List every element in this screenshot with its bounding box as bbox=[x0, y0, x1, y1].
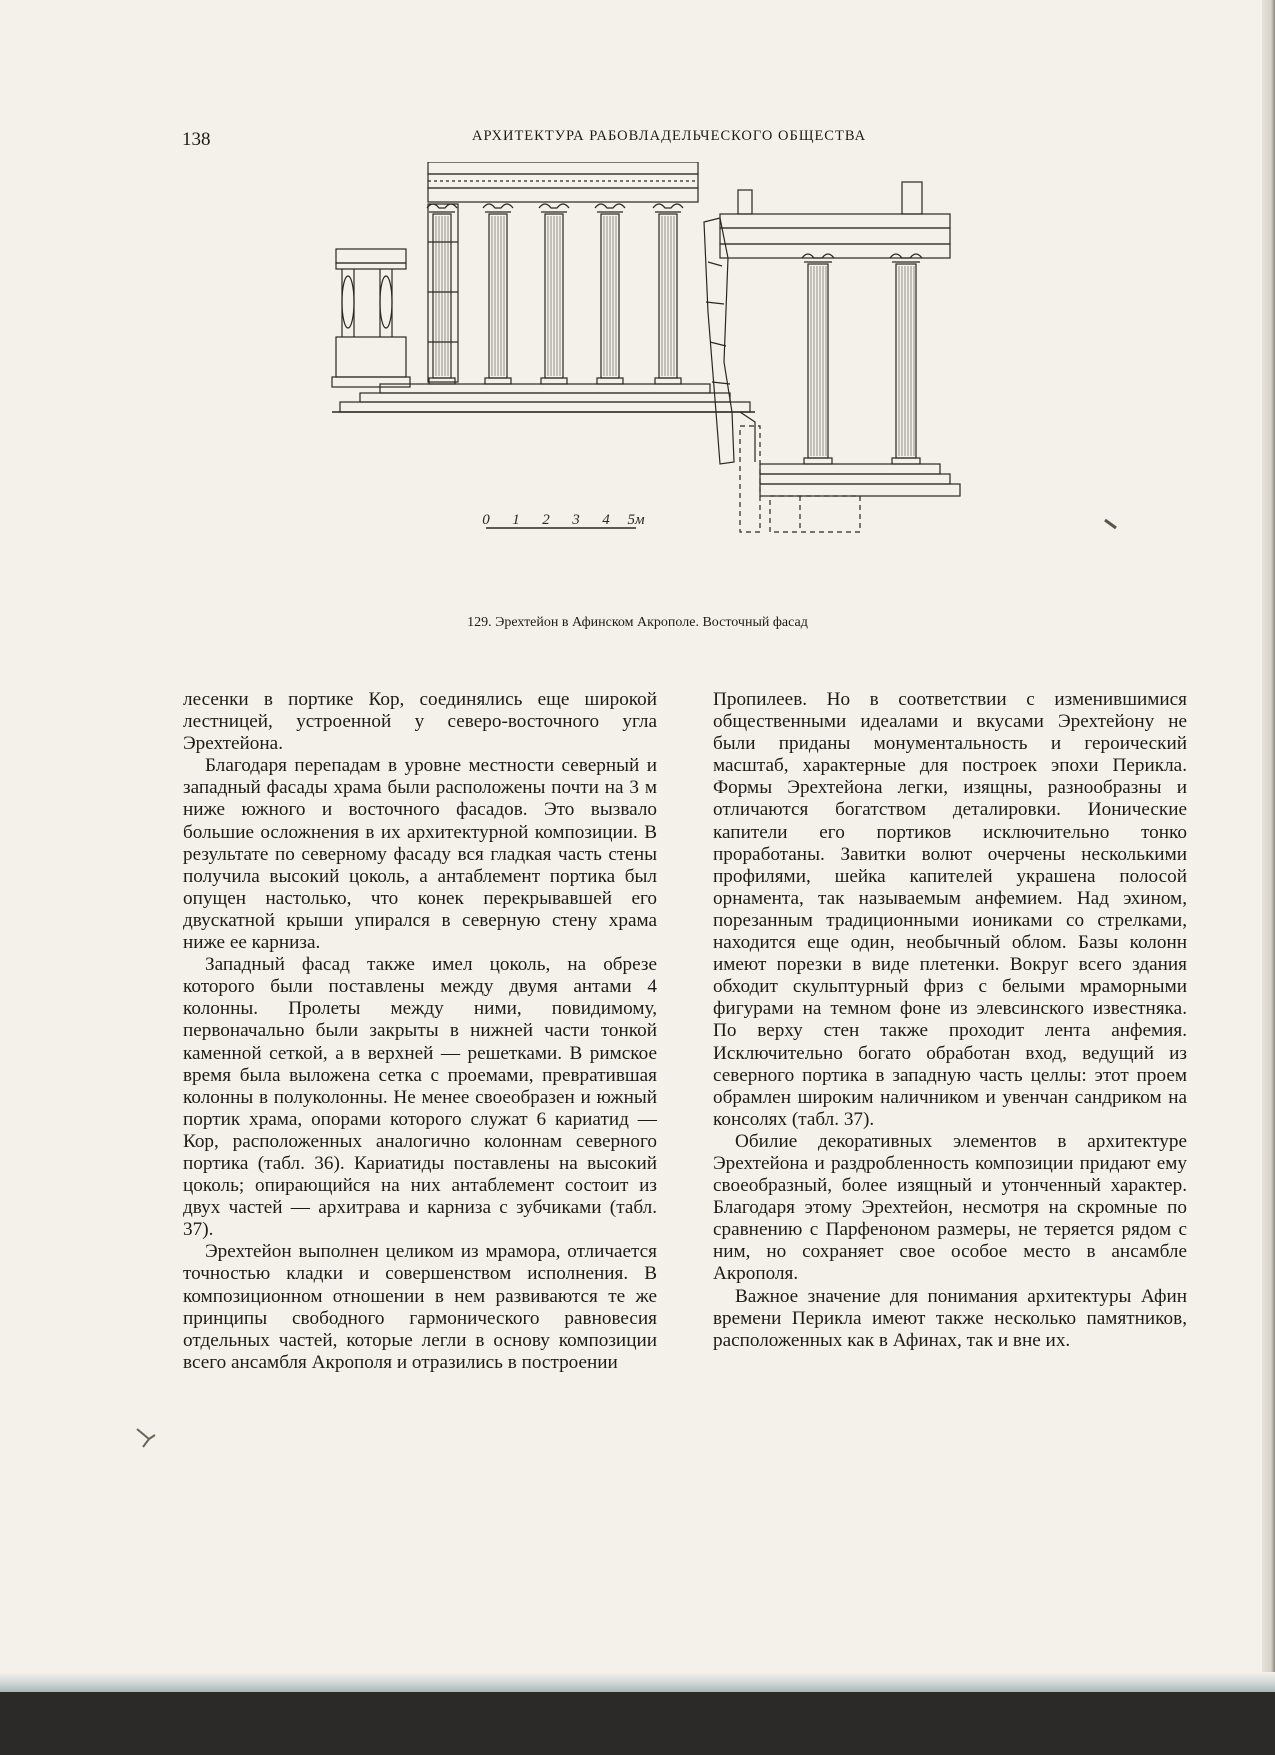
column-base bbox=[804, 458, 832, 464]
paragraph: Важное значение для понимания архитектуры Афин времени Перикла имеют также несколько памятников, расположенных как в Афинах, так и вне их. bbox=[713, 1285, 1187, 1351]
scale-label: 3 bbox=[572, 512, 580, 528]
ionic-capital bbox=[483, 204, 513, 212]
scale-label: 2 bbox=[542, 512, 550, 528]
scale-label: 0 bbox=[482, 512, 490, 528]
erechtheion-east-facade-drawing bbox=[320, 162, 1080, 602]
column-base bbox=[597, 378, 623, 384]
stray-mark bbox=[135, 1425, 157, 1451]
scale-label: 1 bbox=[512, 512, 520, 528]
caryatid-porch bbox=[332, 249, 410, 387]
stray-mark bbox=[1104, 518, 1118, 530]
column-base bbox=[485, 378, 511, 384]
paragraph: лесенки в портике Кор, соединялись еще широкой лестницей, устроенной у северо-восточного угла Эрехтейона. bbox=[183, 689, 657, 755]
column-base bbox=[429, 378, 455, 384]
page-edge bbox=[1262, 0, 1275, 1690]
column-base bbox=[655, 378, 681, 384]
scale-bar bbox=[482, 512, 645, 528]
page-number: 138 bbox=[182, 129, 211, 150]
scale-label: 4 bbox=[602, 512, 610, 528]
paragraph: Пропилеев. Но в соответствии с изменившимися общественными идеалами и вкусами Эрехтейону не были приданы монументальность и героический масштаб, характерные для построек эпохи Перикла. Формы Эрехтейона легки, изящны, разнообразны и отличаются богатством деталировки. Ионические капители его портиков исключительно тонко проработаны. Завитки волют очерчены несколькими профилями, шейка капителей украшена полосой орнамента, так называемым анфемием. Над эхином, порезанным традиционными иониками со стрелками, находится еще один, необычный облом. Базы колонн имеют порезки в виде плетенки. Вокруг всего здания обходит скульптурный фриз с белыми мраморными фигурами на темном фоне из элевсинского известняка. По верху стен также проходит лента анфемия. Исключительно богато обработан вход, ведущий из северного портика в западную часть целлы: этот проем обрамлен широким наличником и увенчан сандриком на консолях (табл. 37). bbox=[713, 689, 1187, 1130]
paragraph: Эрехтейон выполнен целиком из мрамора, отличается точностью кладки и совершенством исполнения. В композиционном отношении в нем развиваются те же принципы свободного гармонического равновесия отдельных частей, которые легли в основу композиции всего ансамбля Акрополя и отразились в построении bbox=[183, 1241, 657, 1373]
column-base bbox=[541, 378, 567, 384]
running-title: АРХИТЕКТУРА РАБОВЛАДЕЛЬЧЕСКОГО ОБЩЕСТВА bbox=[472, 128, 867, 144]
ionic-capital bbox=[539, 204, 569, 212]
paragraph: Обилие декоративных элементов в архитектуре Эрехтейона и раздробленность композиции придают ему своеобразный, более изящный и утонченный характер. Благодаря этому Эрехтейон, несмотря на скромные по сравнению с Парфеноном размеры, не теряется рядом с ним, но сохраняет свое особое место в ансамбле Акрополя. bbox=[713, 1130, 1187, 1285]
book-bottom-edge bbox=[0, 1672, 1275, 1692]
figure-caption: 129. Эрехтейон в Афинском Акрополе. Восточный фасад bbox=[467, 615, 808, 630]
ionic-capital bbox=[595, 204, 625, 212]
ionic-capital bbox=[427, 204, 457, 212]
column-base bbox=[892, 458, 920, 464]
ionic-capital bbox=[653, 204, 683, 212]
text-column-right bbox=[713, 689, 1187, 1352]
paragraph: Западный фасад также имел цоколь, на обрезе которого были поставлены между двумя антами 4 колонны. Пролеты между ними, повидимому, первоначально были закрыты в нижней части тонкой каменной сеткой, а в верхней — решетками. В римское время была выложена сетка с проемами, превратившая колонны в полуколонны. Не менее своеобразен и южный портик храма, опорами которого служат 6 кариатид — Кор, расположенных аналогично колоннам северного портика (табл. 36). Кариатиды поставлены на высокий цоколь; опирающийся на них антаблемент состоит из двух частей — архитрава и карниза с зубчиками (табл. 37). bbox=[183, 954, 657, 1241]
scale-label: 5м bbox=[627, 512, 645, 528]
text-column-left bbox=[183, 689, 657, 1374]
paragraph: Благодаря перепадам в уровне местности северный и западный фасады храма были расположены почти на 3 м ниже южного и восточного фасадов. Это вызвало большие осложнения в их архитектурной композиции. В результате по северному фасаду вся гладкая часть стены получила высокий цоколь, а антаблемент портика был опущен настолько, что конек перекрывавшей его двускатной крыши упирался в северную стену храма ниже ее карниза. bbox=[183, 755, 657, 954]
